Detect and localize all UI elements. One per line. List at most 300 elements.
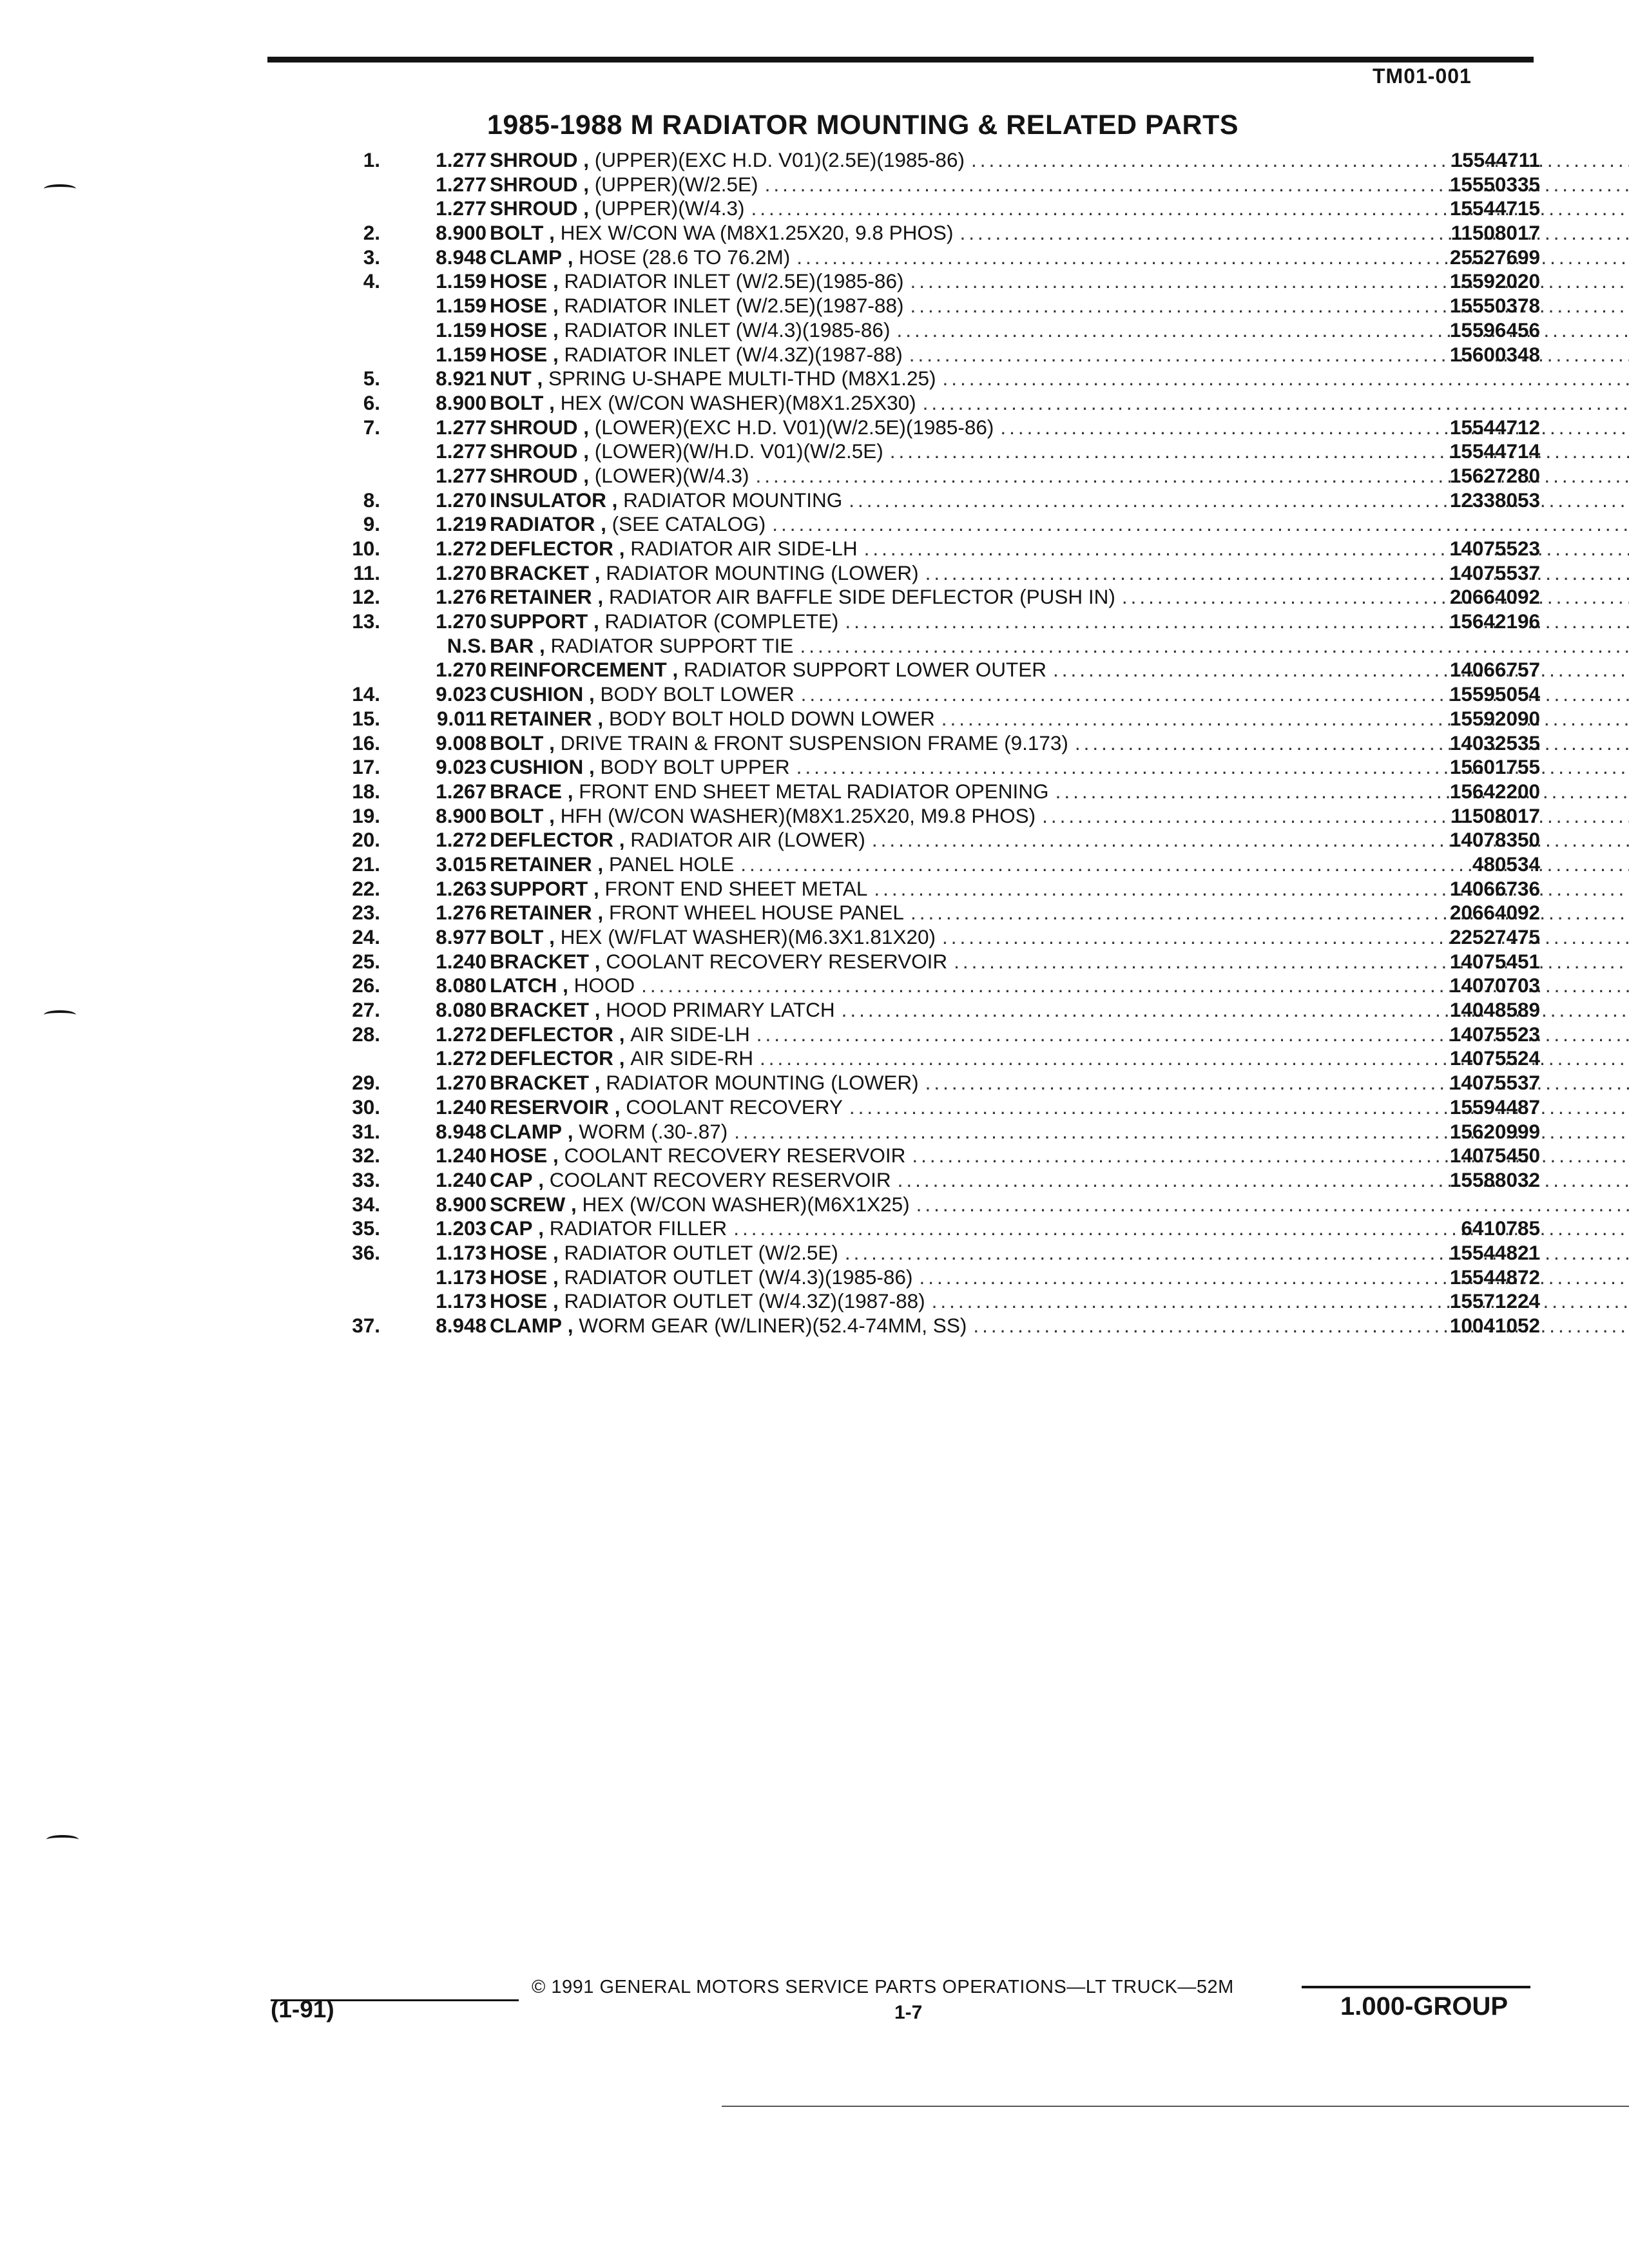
part-name: HOSE bbox=[490, 318, 548, 341]
name-separator: , bbox=[666, 658, 684, 682]
name-separator: , bbox=[589, 998, 606, 1022]
part-name: DEFLECTOR bbox=[490, 1046, 613, 1070]
name-separator: , bbox=[543, 803, 561, 827]
group-number: 8.900 bbox=[436, 390, 487, 414]
part-row bbox=[296, 828, 1540, 852]
ref-number: 24. bbox=[352, 925, 380, 948]
part-row bbox=[296, 537, 1540, 561]
group-number: 8.080 bbox=[436, 998, 487, 1022]
part-number: 10041052 bbox=[1449, 1314, 1540, 1337]
part-row bbox=[296, 343, 1540, 367]
part-name: HOSE bbox=[490, 342, 548, 366]
name-separator: , bbox=[577, 439, 595, 463]
group-number: 1.270 bbox=[436, 658, 487, 682]
part-number: 15544712 bbox=[1449, 415, 1540, 439]
name-separator: , bbox=[577, 148, 595, 171]
part-number: 14032535 bbox=[1449, 731, 1540, 754]
group-number: 8.900 bbox=[436, 221, 487, 245]
part-detail: RADIATOR SUPPORT TIE bbox=[550, 633, 794, 657]
part-row bbox=[296, 1095, 1540, 1120]
ref-number: 12. bbox=[352, 585, 380, 609]
dot-leader bbox=[943, 367, 1629, 391]
part-name: BRACE bbox=[490, 779, 563, 803]
footer-copyright: © 1991 GENERAL MOTORS SERVICE PARTS OPERATIONS—LT TRUCK—52M bbox=[532, 1977, 1234, 1997]
part-detail: HEX (W/CON WASHER)(M8X1.25X30) bbox=[560, 390, 916, 414]
group-number: 1.240 bbox=[436, 1168, 487, 1191]
part-detail: COOLANT RECOVERY RESERVOIR bbox=[606, 949, 948, 973]
part-number: 25527699 bbox=[1449, 245, 1540, 269]
part-row bbox=[296, 950, 1540, 974]
part-number: 11508017 bbox=[1451, 221, 1540, 245]
binder-hole-mark bbox=[44, 184, 76, 193]
binder-hole-mark bbox=[44, 1010, 76, 1019]
group-number: 1.219 bbox=[436, 512, 487, 536]
ref-number: 7. bbox=[363, 415, 380, 439]
part-number: 14075537 bbox=[1449, 561, 1540, 584]
part-name: HOSE bbox=[490, 1265, 548, 1289]
name-separator: , bbox=[613, 1046, 631, 1070]
part-detail: PANEL HOLE bbox=[608, 852, 735, 876]
name-separator: , bbox=[547, 269, 564, 293]
part-detail: (LOWER)(W/4.3) bbox=[594, 463, 749, 487]
part-name: CAP bbox=[490, 1168, 533, 1191]
part-row bbox=[296, 1046, 1540, 1071]
part-name: RETAINER bbox=[490, 901, 592, 925]
name-separator: , bbox=[532, 1168, 550, 1191]
part-number: 14078350 bbox=[1449, 828, 1540, 852]
part-row bbox=[296, 488, 1540, 513]
group-number: 1.272 bbox=[436, 537, 487, 560]
part-row bbox=[296, 1241, 1540, 1265]
part-description bbox=[490, 634, 1629, 658]
part-detail: RADIATOR MOUNTING (LOWER) bbox=[606, 561, 919, 584]
name-separator: , bbox=[547, 1289, 564, 1313]
part-detail: DRIVE TRAIN & FRONT SUSPENSION FRAME (9.173) bbox=[560, 731, 1068, 754]
group-number: 1.277 bbox=[436, 172, 487, 196]
part-name: BRACKET bbox=[490, 998, 589, 1022]
part-detail: RADIATOR (COMPLETE) bbox=[604, 610, 839, 633]
bottom-rule bbox=[722, 2106, 1629, 2107]
part-row bbox=[296, 391, 1540, 416]
group-number: 1.277 bbox=[436, 439, 487, 463]
name-separator: , bbox=[589, 561, 606, 584]
part-detail: RADIATOR OUTLET (W/4.3)(1985-86) bbox=[564, 1265, 913, 1289]
dot-leader bbox=[1055, 780, 1629, 804]
name-separator: , bbox=[613, 1022, 631, 1046]
ref-number: 6. bbox=[363, 390, 380, 414]
part-number: 15544714 bbox=[1449, 439, 1540, 463]
part-detail: HOOD bbox=[574, 974, 635, 997]
dot-leader bbox=[1075, 731, 1629, 756]
part-detail: COOLANT RECOVERY bbox=[626, 1095, 843, 1119]
part-detail: BODY BOLT HOLD DOWN LOWER bbox=[608, 706, 935, 730]
name-separator: , bbox=[565, 1192, 583, 1216]
part-detail: (UPPER)(W/2.5E) bbox=[594, 172, 758, 196]
part-row bbox=[296, 974, 1540, 998]
part-number: 15544821 bbox=[1449, 1240, 1540, 1264]
name-separator: , bbox=[547, 1144, 564, 1168]
part-detail: RADIATOR AIR (LOWER) bbox=[630, 828, 865, 852]
part-row bbox=[296, 585, 1540, 610]
group-number: 8.977 bbox=[436, 925, 487, 948]
ref-number: 11. bbox=[352, 561, 380, 584]
part-detail: COOLANT RECOVERY RESERVOIR bbox=[549, 1168, 891, 1191]
ref-number: 34. bbox=[352, 1192, 380, 1216]
part-number: 15550378 bbox=[1449, 294, 1540, 318]
part-name: NUT bbox=[490, 367, 532, 390]
part-name: HOSE bbox=[490, 294, 548, 318]
part-number: 12338053 bbox=[1449, 488, 1540, 512]
part-name: BOLT bbox=[490, 731, 544, 754]
part-detail: BODY BOLT LOWER bbox=[600, 682, 795, 706]
ref-number: 10. bbox=[352, 537, 380, 560]
page-number: 1-7 bbox=[894, 2002, 923, 2023]
part-number: 15550335 bbox=[1449, 172, 1540, 196]
part-row bbox=[296, 658, 1540, 682]
part-row bbox=[296, 925, 1540, 950]
part-name: BRACKET bbox=[490, 949, 589, 973]
name-separator: , bbox=[589, 1071, 606, 1095]
part-number: 15588032 bbox=[1449, 1168, 1540, 1191]
part-row bbox=[296, 852, 1540, 877]
part-row bbox=[296, 877, 1540, 901]
name-separator: , bbox=[592, 901, 609, 925]
part-row bbox=[296, 148, 1540, 173]
group-number: 1.267 bbox=[436, 779, 487, 803]
ref-number: 19. bbox=[352, 803, 380, 827]
ref-number: 5. bbox=[363, 367, 380, 390]
group-number: 8.921 bbox=[436, 367, 487, 390]
part-number: 480534 bbox=[1472, 852, 1540, 876]
name-separator: , bbox=[534, 633, 551, 657]
part-detail: RADIATOR AIR BAFFLE SIDE DEFLECTOR (PUSH IN) bbox=[608, 585, 1115, 609]
part-number: 14075537 bbox=[1449, 1071, 1540, 1095]
part-row bbox=[296, 1289, 1540, 1314]
ref-number: 14. bbox=[352, 682, 380, 706]
group-number: 1.277 bbox=[436, 148, 487, 171]
part-row bbox=[296, 1071, 1540, 1095]
part-detail: RADIATOR SUPPORT LOWER OUTER bbox=[684, 658, 1047, 682]
name-separator: , bbox=[588, 876, 605, 900]
part-description bbox=[490, 1193, 1629, 1217]
ref-number: 8. bbox=[363, 488, 380, 512]
part-detail: HEX (W/CON WASHER)(M6X1X25) bbox=[582, 1192, 910, 1216]
part-detail: (UPPER)(W/4.3) bbox=[594, 197, 745, 220]
part-number: 15592020 bbox=[1449, 269, 1540, 293]
group-number: 8.948 bbox=[436, 1119, 487, 1143]
ref-number: 3. bbox=[363, 245, 380, 269]
part-number: 14048589 bbox=[1449, 998, 1540, 1022]
part-detail: HEX (W/FLAT WASHER)(M6.3X1.81X20) bbox=[560, 925, 936, 948]
part-name: REINFORCEMENT bbox=[490, 658, 667, 682]
part-name: BRACKET bbox=[490, 561, 589, 584]
part-number: 15544711 bbox=[1451, 148, 1540, 171]
part-number: 22527475 bbox=[1449, 925, 1540, 948]
part-name: SHROUD bbox=[490, 415, 578, 439]
ref-number: 18. bbox=[352, 779, 380, 803]
part-name: SHROUD bbox=[490, 148, 578, 171]
group-number: N.S. bbox=[447, 633, 487, 657]
part-detail: HEX W/CON WA (M8X1.25X20, 9.8 PHOS) bbox=[560, 221, 954, 245]
part-row bbox=[296, 221, 1540, 245]
part-row bbox=[296, 464, 1540, 488]
name-separator: , bbox=[577, 415, 595, 439]
part-detail: AIR SIDE-LH bbox=[630, 1022, 750, 1046]
group-number: 1.159 bbox=[436, 318, 487, 341]
group-label: 1.000-GROUP bbox=[1340, 1992, 1509, 2021]
dot-leader bbox=[772, 512, 1629, 537]
name-separator: , bbox=[547, 1240, 564, 1264]
page-title: 1985-1988 M RADIATOR MOUNTING & RELATED PARTS bbox=[487, 110, 1239, 140]
part-row bbox=[296, 269, 1540, 294]
part-row bbox=[296, 197, 1540, 221]
name-separator: , bbox=[613, 828, 631, 852]
part-detail: COOLANT RECOVERY RESERVOIR bbox=[564, 1144, 906, 1168]
ref-number: 21. bbox=[352, 852, 380, 876]
ref-number: 30. bbox=[352, 1095, 380, 1119]
part-row bbox=[296, 173, 1540, 197]
group-number: 1.276 bbox=[436, 585, 487, 609]
group-number: 1.277 bbox=[436, 197, 487, 220]
part-name: CLAMP bbox=[490, 1314, 562, 1337]
part-name: RETAINER bbox=[490, 706, 592, 730]
part-row bbox=[296, 367, 1540, 391]
part-detail: RADIATOR OUTLET (W/2.5E) bbox=[564, 1240, 838, 1264]
group-number: 1.240 bbox=[436, 1095, 487, 1119]
part-name: RESERVOIR bbox=[490, 1095, 609, 1119]
dot-leader bbox=[1053, 658, 1629, 682]
dot-leader bbox=[923, 391, 1629, 416]
part-description bbox=[490, 391, 1629, 416]
name-separator: , bbox=[547, 318, 564, 341]
group-number: 1.173 bbox=[436, 1240, 487, 1264]
part-name: CUSHION bbox=[490, 755, 584, 779]
group-number: 8.948 bbox=[436, 1314, 487, 1337]
ref-number: 31. bbox=[352, 1119, 380, 1143]
part-detail: (SEE CATALOG) bbox=[612, 512, 766, 536]
name-separator: , bbox=[547, 342, 564, 366]
ref-number: 16. bbox=[352, 731, 380, 754]
part-detail: RADIATOR FILLER bbox=[549, 1216, 728, 1240]
part-name: BOLT bbox=[490, 925, 544, 948]
ref-number: 36. bbox=[352, 1240, 380, 1264]
name-separator: , bbox=[562, 245, 579, 269]
name-separator: , bbox=[562, 1314, 579, 1337]
part-name: SCREW bbox=[490, 1192, 566, 1216]
part-row bbox=[296, 245, 1540, 270]
part-row bbox=[296, 901, 1540, 925]
part-detail: WORM (.30-.87) bbox=[579, 1119, 728, 1143]
group-number: 1.270 bbox=[436, 561, 487, 584]
name-separator: , bbox=[608, 1095, 626, 1119]
part-row bbox=[296, 1144, 1540, 1168]
part-row bbox=[296, 707, 1540, 731]
group-number: 1.270 bbox=[436, 488, 487, 512]
part-name: CLAMP bbox=[490, 245, 562, 269]
group-number: 1.159 bbox=[436, 342, 487, 366]
ref-number: 23. bbox=[352, 901, 380, 925]
group-number: 8.900 bbox=[436, 1192, 487, 1216]
part-name: SHROUD bbox=[490, 197, 578, 220]
part-description bbox=[490, 512, 1629, 537]
part-number: 15620999 bbox=[1449, 1119, 1540, 1143]
ref-number: 37. bbox=[352, 1314, 380, 1337]
part-name: SHROUD bbox=[490, 439, 578, 463]
ref-number: 4. bbox=[363, 269, 380, 293]
part-number: 14075523 bbox=[1449, 537, 1540, 560]
ref-number: 32. bbox=[352, 1144, 380, 1168]
part-number: 15596456 bbox=[1449, 318, 1540, 341]
part-name: HOSE bbox=[490, 1289, 548, 1313]
part-row bbox=[296, 439, 1540, 464]
part-name: RETAINER bbox=[490, 585, 592, 609]
part-detail: (UPPER)(EXC H.D. V01)(2.5E)(1985-86) bbox=[594, 148, 965, 171]
part-number: 14066757 bbox=[1449, 658, 1540, 682]
part-detail: HOSE (28.6 TO 76.2M) bbox=[579, 245, 791, 269]
group-number: 1.270 bbox=[436, 1071, 487, 1095]
group-number: 1.240 bbox=[436, 1144, 487, 1168]
ref-number: 9. bbox=[363, 512, 380, 536]
part-name: BOLT bbox=[490, 803, 544, 827]
part-row bbox=[296, 318, 1540, 343]
part-row bbox=[296, 804, 1540, 829]
name-separator: , bbox=[577, 463, 595, 487]
ref-number: 17. bbox=[352, 755, 380, 779]
part-name: BRACKET bbox=[490, 1071, 589, 1095]
part-name: SHROUD bbox=[490, 463, 578, 487]
name-separator: , bbox=[595, 512, 612, 536]
group-number: 1.272 bbox=[436, 1046, 487, 1070]
group-number: 1.277 bbox=[436, 463, 487, 487]
revision-date: (1-91) bbox=[271, 1996, 334, 2023]
name-separator: , bbox=[583, 682, 601, 706]
dot-leader bbox=[1042, 804, 1629, 829]
part-number: 14070703 bbox=[1449, 974, 1540, 997]
name-separator: , bbox=[592, 706, 609, 730]
part-number: 15544872 bbox=[1449, 1265, 1540, 1289]
part-detail: AIR SIDE-RH bbox=[630, 1046, 753, 1070]
part-name: SUPPORT bbox=[490, 876, 588, 900]
top-rule bbox=[267, 57, 1534, 62]
name-separator: , bbox=[589, 949, 606, 973]
part-detail: RADIATOR MOUNTING bbox=[623, 488, 843, 512]
part-name: BAR bbox=[490, 633, 534, 657]
name-separator: , bbox=[562, 779, 579, 803]
parts-list bbox=[296, 148, 1540, 1338]
part-number: 20664092 bbox=[1449, 901, 1540, 925]
part-number: 14066736 bbox=[1449, 876, 1540, 900]
ref-number: 27. bbox=[352, 998, 380, 1022]
part-detail: HOOD PRIMARY LATCH bbox=[606, 998, 835, 1022]
name-separator: , bbox=[557, 974, 574, 997]
name-separator: , bbox=[543, 731, 561, 754]
ref-number: 20. bbox=[352, 828, 380, 852]
name-separator: , bbox=[547, 294, 564, 318]
part-number: 15594487 bbox=[1449, 1095, 1540, 1119]
group-number: 1.173 bbox=[436, 1289, 487, 1313]
group-number: 9.023 bbox=[436, 755, 487, 779]
part-detail: BODY BOLT UPPER bbox=[600, 755, 790, 779]
part-row bbox=[296, 634, 1540, 658]
part-detail: RADIATOR INLET (W/4.3)(1985-86) bbox=[564, 318, 891, 341]
part-name: CAP bbox=[490, 1216, 533, 1240]
ref-number: 29. bbox=[352, 1071, 380, 1095]
part-detail: RADIATOR INLET (W/4.3Z)(1987-88) bbox=[564, 342, 903, 366]
group-number: 9.011 bbox=[436, 706, 487, 730]
group-number: 8.948 bbox=[436, 245, 487, 269]
part-number: 11508017 bbox=[1451, 803, 1540, 827]
group-number: 1.159 bbox=[436, 269, 487, 293]
part-detail: FRONT WHEEL HOUSE PANEL bbox=[608, 901, 904, 925]
ref-number: 2. bbox=[363, 221, 380, 245]
group-number: 1.277 bbox=[436, 415, 487, 439]
part-detail: RADIATOR MOUNTING (LOWER) bbox=[606, 1071, 919, 1095]
part-name: LATCH bbox=[490, 974, 557, 997]
part-row bbox=[296, 561, 1540, 586]
part-name: CUSHION bbox=[490, 682, 584, 706]
ref-number: 33. bbox=[352, 1168, 380, 1191]
part-name: BOLT bbox=[490, 221, 544, 245]
part-name: DEFLECTOR bbox=[490, 1022, 613, 1046]
group-number: 1.272 bbox=[436, 828, 487, 852]
group-number: 1.263 bbox=[436, 876, 487, 900]
part-name: BOLT bbox=[490, 390, 544, 414]
ref-number: 1. bbox=[363, 148, 380, 171]
name-separator: , bbox=[543, 221, 561, 245]
part-row bbox=[296, 998, 1540, 1023]
part-row bbox=[296, 294, 1540, 318]
part-name: DEFLECTOR bbox=[490, 828, 613, 852]
document-code: TM01-001 bbox=[1373, 64, 1472, 88]
part-detail: RADIATOR OUTLET (W/4.3Z)(1987-88) bbox=[564, 1289, 925, 1313]
part-name: SHROUD bbox=[490, 172, 578, 196]
part-detail: FRONT END SHEET METAL bbox=[604, 876, 868, 900]
part-name: INSULATOR bbox=[490, 488, 606, 512]
part-number: 14075451 bbox=[1449, 949, 1540, 973]
part-row bbox=[296, 1314, 1540, 1338]
group-number: 3.015 bbox=[436, 852, 487, 876]
name-separator: , bbox=[577, 172, 595, 196]
group-number: 8.900 bbox=[436, 803, 487, 827]
part-number: 15601755 bbox=[1449, 755, 1540, 779]
part-number: 14075450 bbox=[1449, 1144, 1540, 1168]
part-row bbox=[296, 755, 1540, 780]
name-separator: , bbox=[562, 1119, 579, 1143]
part-detail: FRONT END SHEET METAL RADIATOR OPENING bbox=[579, 779, 1049, 803]
part-number: 15642196 bbox=[1449, 610, 1540, 633]
part-row bbox=[296, 1168, 1540, 1193]
ref-number: 13. bbox=[352, 610, 380, 633]
part-row bbox=[296, 731, 1540, 756]
part-detail: RADIATOR INLET (W/2.5E)(1987-88) bbox=[564, 294, 904, 318]
part-detail: (LOWER)(W/H.D. V01)(W/2.5E) bbox=[594, 439, 883, 463]
ref-number: 25. bbox=[352, 949, 380, 973]
part-number: 20664092 bbox=[1449, 585, 1540, 609]
name-separator: , bbox=[613, 537, 631, 560]
part-row bbox=[296, 416, 1540, 440]
part-number: 15600348 bbox=[1449, 342, 1540, 366]
part-number: 14075524 bbox=[1449, 1046, 1540, 1070]
ref-number: 26. bbox=[352, 974, 380, 997]
name-separator: , bbox=[592, 852, 609, 876]
name-separator: , bbox=[577, 197, 595, 220]
part-number: 15627280 bbox=[1449, 463, 1540, 487]
name-separator: , bbox=[606, 488, 624, 512]
ref-number: 22. bbox=[352, 876, 380, 900]
group-number: 1.270 bbox=[436, 610, 487, 633]
part-row bbox=[296, 682, 1540, 707]
group-number: 1.240 bbox=[436, 949, 487, 973]
